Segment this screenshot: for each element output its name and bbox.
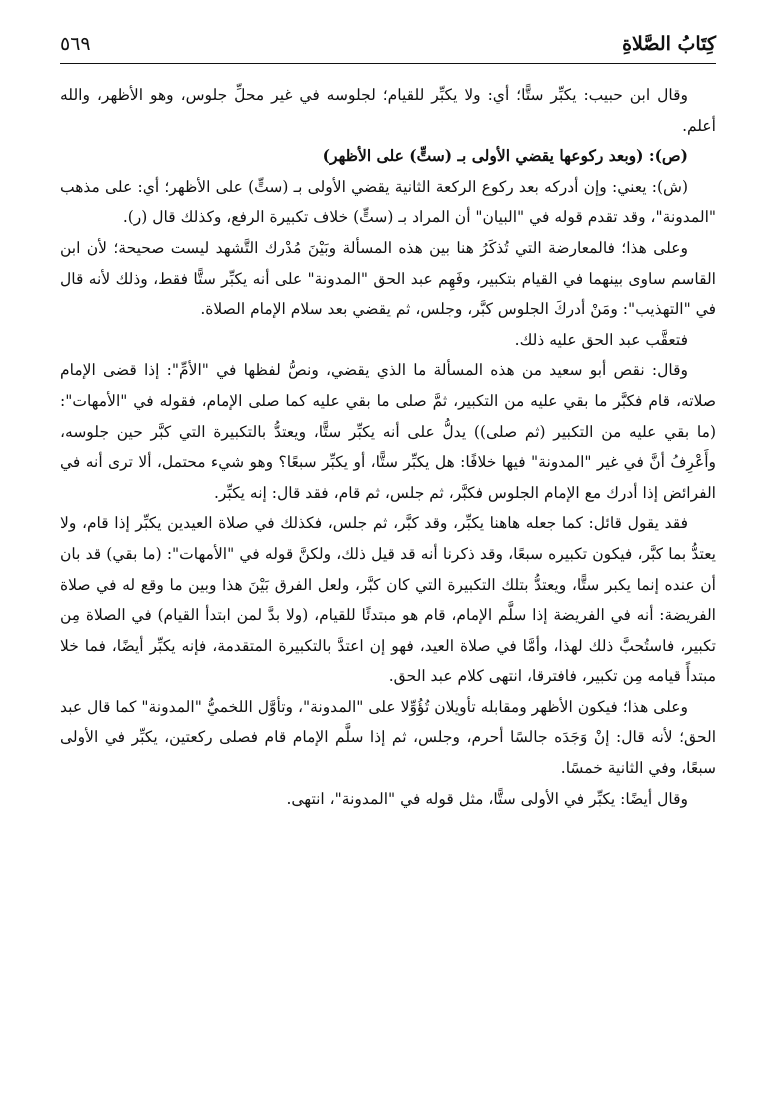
paragraph: وقال أيضًا: يكبِّر في الأولى ستًّا، مثل قوله في "المدونة"، انتهى. xyxy=(286,789,688,808)
main-text xyxy=(60,80,716,814)
paragraph: وعلى هذا؛ فالمعارضة التي تُذكَرُ هنا بين هذه المسألة وبَيْنَ مُدْرك التَّشهد ليست صحيحة؛ لأن ابن القاسم ساوى بينهما في القيام بتكبير، وفَهِم عبد الحق "المدونة" على أنه يكبِّر ستًّا فقط، وذلك لأنه قال في "التهذيب": ومَنْ أدركَ الجلوس كبَّر، وجلس، ثم يقضي بعد سلام الإمام الصلاة. xyxy=(60,238,716,319)
page-number: ٥٦٩ xyxy=(60,33,91,55)
page-header xyxy=(60,30,716,64)
paragraph: وقال: نقص أبو سعيد من هذه المسألة ما الذي يقضي، ونصُّ لفظها في "الأمِّ": إذا قضى الإمام صلاته، قام فكبَّر ما بقي عليه من التكبير، ثمَّ صلى ما بقي عليه كما صلى الإمام، فقوله في "الأمهات": (ما بقي عليه من التكبير (ثم صلى)) يدلُّ على أنه يكبِّر ستًّا، ويعتدُّ بالتكبيرة التي كبَّر حين جلوسه، وأَعْرِفُ أنَّ في غير "المدونة" فيها خلافًا: هل يكبِّر ستًّا، أو يكبِّر سبعًا؟ وهو شيء محتمل، ألا ترى أنه في الفرائض إذا أدرك مع الإمام الجلوس فكبَّر، ثم جلس، ثم قام، فقد قال: إنه يكبِّر. xyxy=(60,361,716,502)
header-divider xyxy=(60,63,716,64)
paragraph: وقال ابن حبيب: يكبِّر ستًّا؛ أي: ولا يكبِّر للقيام؛ لجلوسه في غير محلِّ جلوس، وهو الأظهر، والله أعلم. xyxy=(60,86,716,135)
book-page xyxy=(60,0,716,1099)
paragraph: فتعقَّب عبد الحق عليه ذلك. xyxy=(514,330,688,349)
matn-paragraph: (ص): (وبعد ركوعها يقضي الأولى بـ (ستٍّ) على الأظهر) xyxy=(322,146,688,166)
paragraph: وعلى هذا؛ فيكون الأظهر ومقابله تأويلان تُؤُوِّلا على "المدونة"، وتأوَّل اللخميُّ "المدونة" كما قال عبد الحق؛ لأنه قال: إنْ وَجَدَه جالسًا أحرم، وجلس، ثم إذا سلَّم الإمام قام فصلى ركعتين، يكبِّر في الأولى سبعًا، وفي الثانية خمسًا. xyxy=(60,697,716,778)
running-title: كِتَابُ الصَّلاةِ xyxy=(622,33,716,55)
sharh-paragraph: (ش): يعني: وإن أدركه بعد ركوع الركعة الثانية يقضي الأولى بـ (ستٍّ) على الأظهر؛ أي: على مذهب "المدونة"، وقد تقدم قوله في "البيان" أن المراد بـ (ستٍّ) خلاف تكبيرة الرفع، وكذلك قال (ر). xyxy=(60,177,716,227)
paragraph: فقد يقول قائل: كما جعله هاهنا يكبِّر، وقد كبَّر، ثم جلس، فكذلك في صلاة العيدين يكبِّر إذا قام، ولا يعتدُّ بما كبَّر، فيكون تكبيره سبعًا، وقد ذكرنا أنه قد قيل ذلك، ولكنَّ قوله في "الأمهات": (ما بقي) قد بان أن عنده إنما يكبر ستًّا، ويعتدُّ بتلك التكبيرة التي كان كبَّر، ولعل الفرق بَيْنَ هذا وبين ما وقع له في صلاة الفريضة: أنه في الفريضة إذا سلَّم الإمام، قام هو مبتدئًا للقيام، (ولا بدَّ لمن ابتدأ القيام) في الصلاة مِن تكبير، فاستُحبَّ ذلك لهذا، وأمَّا في صلاة العيد، فهو إن اعتدَّ بالتكبيرة المتقدمة، فإنه يكبِّر أيضًا، فما خلا مبتدأً قيامه مِن تكبير، فافترقا، انتهى كلام عبد الحق. xyxy=(60,514,716,686)
